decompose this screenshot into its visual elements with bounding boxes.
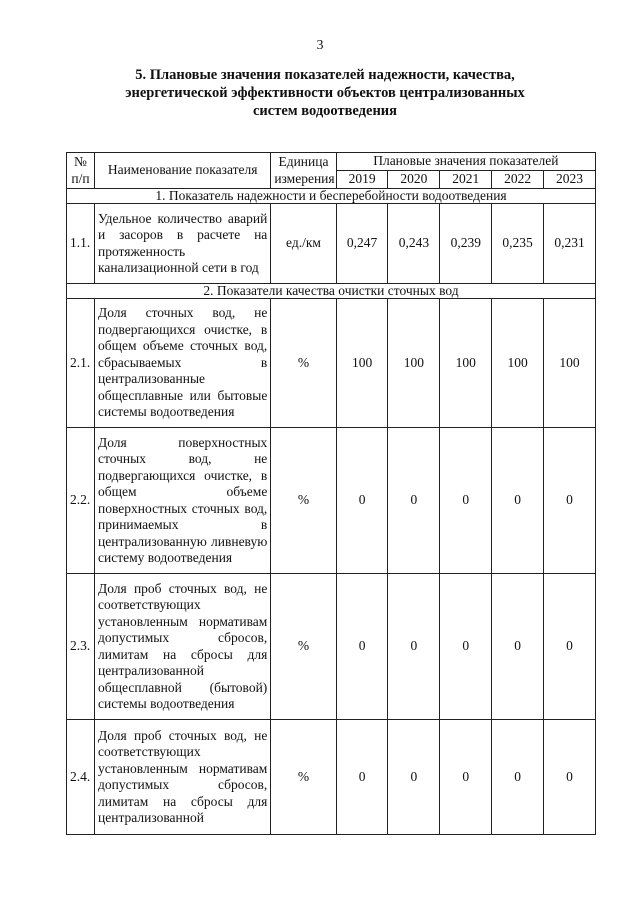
- row-value: 0: [388, 574, 440, 720]
- row-unit: %: [271, 574, 336, 720]
- row-value: 0,243: [388, 204, 440, 284]
- row-number: 1.1.: [67, 204, 95, 284]
- row-value: 0: [544, 574, 596, 720]
- row-number: 2.4.: [67, 720, 95, 835]
- row-value: 100: [544, 299, 596, 428]
- table-row: [67, 204, 596, 284]
- row-value: 0,231: [544, 204, 596, 284]
- row-value: 0: [544, 720, 596, 835]
- section-title: 2. Показатели качества очистки сточных вод: [67, 284, 596, 299]
- row-unit: %: [271, 720, 336, 835]
- header-year: 2020: [388, 171, 440, 189]
- row-value: 0: [336, 428, 388, 574]
- row-value: 0,247: [336, 204, 388, 284]
- page-number: 3: [316, 38, 324, 53]
- row-value: 100: [440, 299, 492, 428]
- row-value: 0,235: [492, 204, 544, 284]
- row-value: 100: [336, 299, 388, 428]
- row-number: 2.2.: [67, 428, 95, 574]
- row-name: Доля проб сточных вод, не соответствующих установленным нормативам допустимых сбросов, лимитам на сбросы для централизованной: [95, 720, 271, 835]
- row-value: 0: [336, 720, 388, 835]
- row-value: 0: [544, 428, 596, 574]
- table-row: [67, 720, 596, 835]
- table-row: [67, 299, 596, 428]
- row-number: 2.1.: [67, 299, 95, 428]
- row-number: 2.3.: [67, 574, 95, 720]
- header-name: Наименование показателя: [95, 153, 271, 189]
- header-plan: Плановые значения показателей: [336, 153, 595, 171]
- row-name: Доля проб сточных вод, не соответствующих установленным нормативам допустимых сбросов, лимитам на сбросы для централизованной общесплавной (бытовой) системы водоотведения: [95, 574, 271, 720]
- row-value: 0: [492, 428, 544, 574]
- row-value: 0: [336, 574, 388, 720]
- row-value: 0: [440, 574, 492, 720]
- header-year: 2022: [492, 171, 544, 189]
- heading-line-3: систем водоотведения: [252, 103, 398, 119]
- row-value: 0: [440, 720, 492, 835]
- row-unit: %: [271, 299, 336, 428]
- row-value: 0: [492, 574, 544, 720]
- heading-line-1: 5. Плановые значения показателей надежности, качества,: [135, 67, 515, 83]
- row-name: Доля сточных вод, не подвергающихся очистке, в общем объеме сточных вод, сбрасываемых в централизованные общесплавные или бытовые системы водоотведения: [95, 299, 271, 428]
- row-value: 100: [492, 299, 544, 428]
- row-value: 0: [388, 428, 440, 574]
- row-value: 0: [388, 720, 440, 835]
- row-name: Удельное количество аварий и засоров в расчете на протяженность канализационной сети в год: [95, 204, 271, 284]
- header-year: 2019: [336, 171, 388, 189]
- indicators-table: [66, 152, 596, 835]
- row-name: Доля поверхностных сточных вод, не подвергающихся очистке, в общем объеме поверхностных сточных вод, принимаемых в централизованную ливневую систему водоотведения: [95, 428, 271, 574]
- table-row: [67, 428, 596, 574]
- row-value: 0,239: [440, 204, 492, 284]
- document-heading: [90, 66, 560, 120]
- header-year: 2021: [440, 171, 492, 189]
- header-num: № п/п: [67, 153, 95, 189]
- header-unit: Единица измерения: [271, 153, 336, 189]
- row-value: 100: [388, 299, 440, 428]
- header-year: 2023: [544, 171, 596, 189]
- row-unit: ед./км: [271, 204, 336, 284]
- table-row: [67, 574, 596, 720]
- heading-line-2: энергетической эффективности объектов централизованных: [125, 85, 525, 101]
- row-unit: %: [271, 428, 336, 574]
- row-value: 0: [492, 720, 544, 835]
- row-value: 0: [440, 428, 492, 574]
- section-title: 1. Показатель надежности и бесперебойности водоотведения: [67, 189, 596, 204]
